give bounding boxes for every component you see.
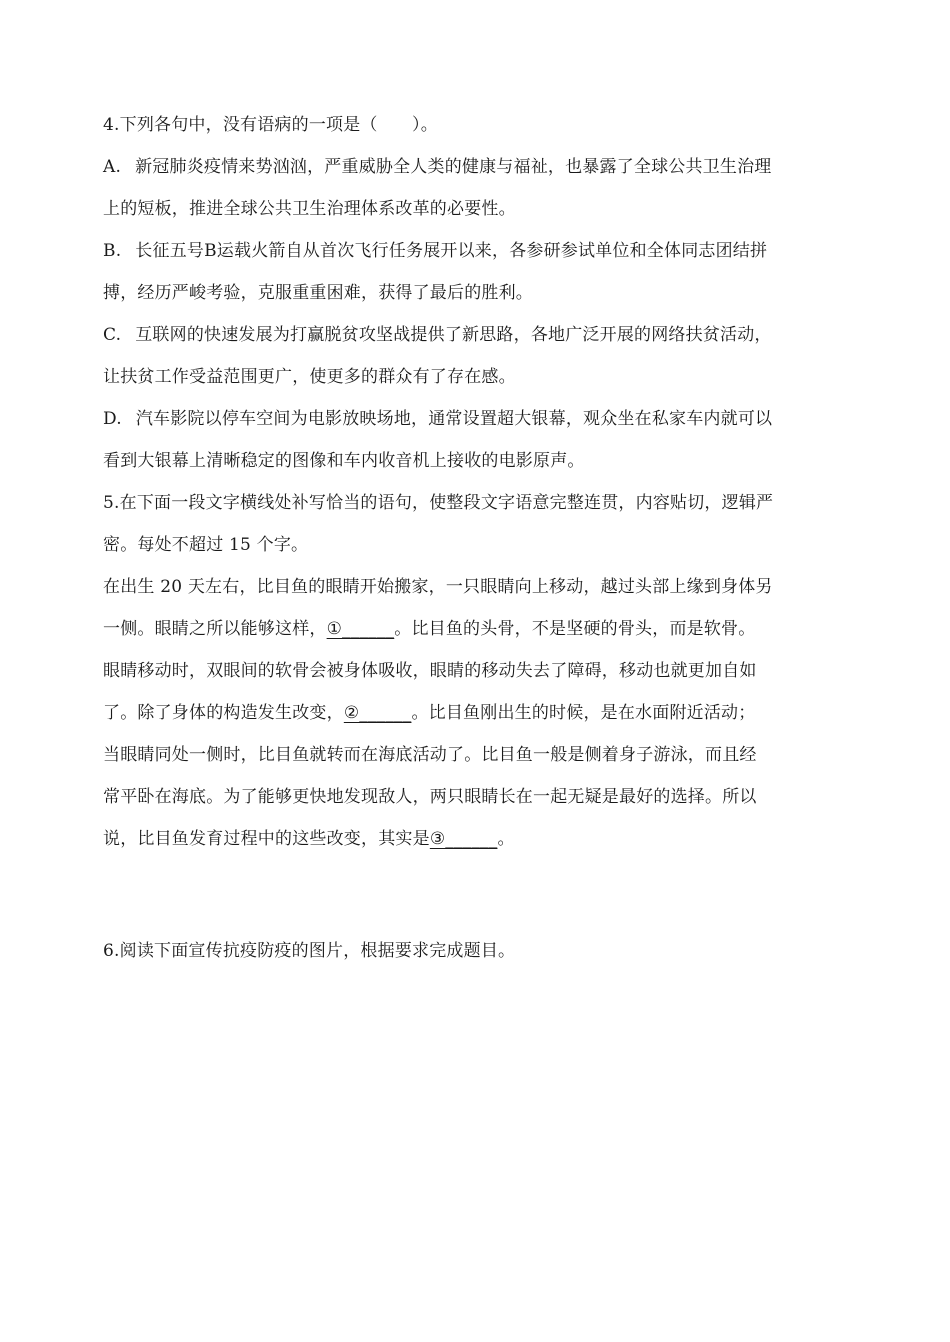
option-text: 汽车影院以停车空间为电影放映场地，通常设置超大银幕，观众坐在私家车内就可以	[135, 409, 773, 429]
question-4-option-a	[103, 146, 843, 230]
option-letter: D.	[103, 409, 122, 429]
question-4-option-d	[103, 398, 843, 482]
question-5-title-continued: 密。每处不超过 15 个字。	[103, 535, 309, 555]
passage-line: 眼睛移动时，双眼间的软骨会被身体吸收，眼睛的移动失去了障碍，移动也就更加自如	[103, 661, 757, 681]
answer-blank-3: ③______	[429, 829, 498, 849]
option-text-continued: 看到大银幕上清晰稳定的图像和车内收音机上接收的电影原声。	[103, 451, 585, 471]
passage-line	[103, 818, 843, 860]
passage-line	[103, 608, 843, 650]
passage-text: 。	[497, 829, 515, 849]
passage-text: 。比目鱼的头骨，不是坚硬的骨头，而是软骨。	[394, 619, 756, 639]
option-text: 互联网的快速发展为打赢脱贫攻坚战提供了新思路，各地广泛开展的网络扶贫活动，	[135, 325, 772, 345]
option-letter: B.	[103, 241, 122, 261]
passage-text: 了。除了身体的构造发生改变，	[103, 703, 344, 723]
option-text-continued: 上的短板，推进全球公共卫生治理体系改革的必要性。	[103, 199, 516, 219]
passage-line: 在出生 20 天左右，比目鱼的眼睛开始搬家，一只眼睛向上移动，越过头部上缘到身体另	[103, 577, 773, 597]
option-letter: C.	[103, 325, 122, 345]
passage-text: 一侧。眼睛之所以能够这样，	[103, 619, 327, 639]
passage-line	[103, 692, 843, 734]
passage-text: 说，比目鱼发育过程中的这些改变，其实是	[103, 829, 430, 849]
option-text: 长征五号B运载火箭自从首次飞行任务展开以来，各参研参试单位和全体同志团结拼	[135, 241, 768, 261]
question-4-option-b	[103, 230, 843, 314]
option-letter: A.	[103, 157, 122, 177]
question-4-option-c	[103, 314, 843, 398]
question-6-title: 6.阅读下面宣传抗疫防疫的图片，根据要求完成题目。	[103, 941, 516, 961]
question-5-title: 5.在下面一段文字横线处补写恰当的语句，使整段文字语意完整连贯，内容贴切，逻辑严	[103, 493, 774, 513]
question-5-passage	[103, 566, 843, 860]
question-4-title: 4.下列各句中，没有语病的一项是（ ）。	[103, 115, 438, 135]
passage-line: 当眼睛同处一侧时，比目鱼就转而在海底活动了。比目鱼一般是侧着身子游泳，而且经	[103, 745, 757, 765]
option-text-continued: 搏，经历严峻考验，克服重重困难，获得了最后的胜利。	[103, 283, 533, 303]
option-text-continued: 让扶贫工作受益范围更广，使更多的群众有了存在感。	[103, 367, 516, 387]
document-page	[103, 104, 843, 972]
answer-blank-1: ①______	[326, 619, 395, 639]
option-text: 新冠肺炎疫情来势汹汹，严重威胁全人类的健康与福祉，也暴露了全球公共卫生治理	[135, 157, 772, 177]
answer-blank-2: ②______	[343, 703, 412, 723]
passage-text: 。比目鱼刚出生的时候，是在水面附近活动；	[411, 703, 756, 723]
spacer	[103, 860, 843, 930]
passage-line: 常平卧在海底。为了能够更快地发现敌人，两只眼睛长在一起无疑是最好的选择。所以	[103, 787, 757, 807]
